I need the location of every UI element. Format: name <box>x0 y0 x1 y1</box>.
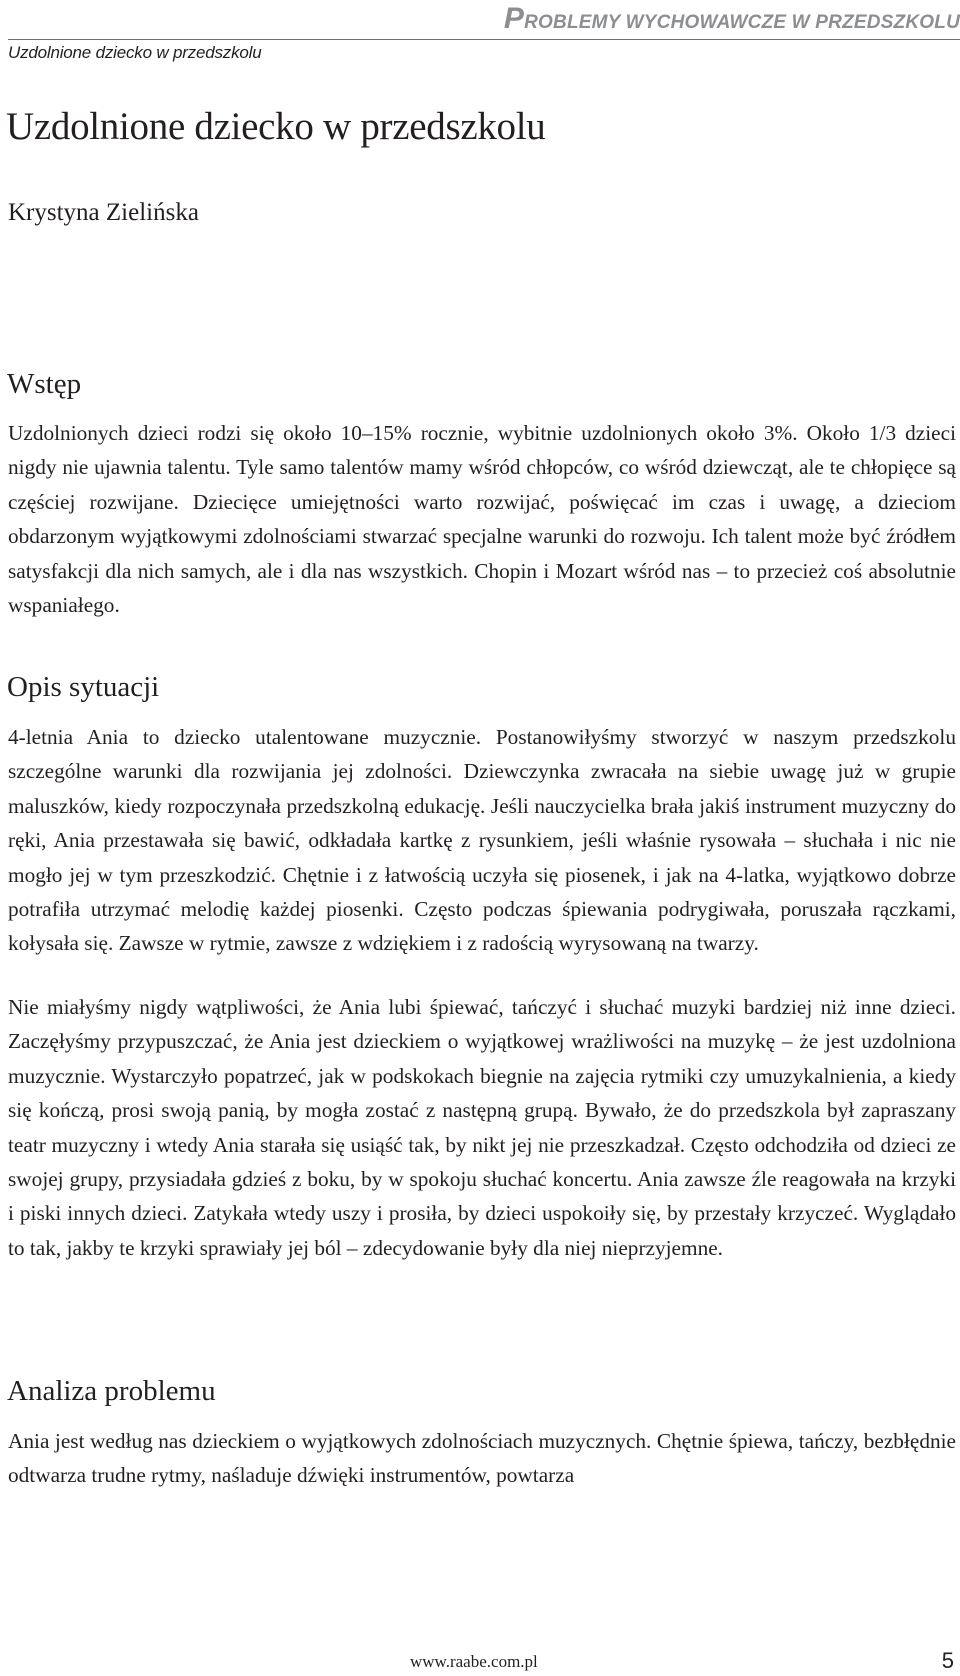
paragraph-analiza: Ania jest według nas dzieckiem o wyjątkowych zdolnościach muzycznych. Chętnie śpiewa, tańczy, bezbłędnie odtwarza trudne rytmy, naśladuje dźwięki instrumentów, powtarza <box>8 1429 956 1488</box>
header-rule <box>8 39 960 40</box>
paragraph-opis-1: 4-letnia Ania to dziecko utalentowane muzycznie. Postanowiłyśmy stworzyć w naszym przedszkolu szczególne warunki dla rozwijania jej zdolności. Dziewczynka zwracała na siebie uwagę już w grupie maluszków, kiedy rozpoczynała przedszkolną edukację. Jeśli nauczycielka brała jakiś instrument muzyczny do ręki, Ania przestawała się bawić, odkładała kartkę z rysunkiem, jeśli właśnie rysowała – słuchała i nic nie mogło jej w tym przeszkodzić. Chętnie i z łatwością uczyła się piosenek, i jak na 4-latka, wyjątkowo dobrze potrafiła utrzymać melodię każdej piosenki. Często podczas śpiewania podrygiwała, poruszała rączkami, kołysała się. Zawsze w rytmie, zawsze z wdziękiem i z radością wyrysowaną na twarzy. <box>8 725 956 956</box>
section-heading-analiza: Analiza problemu <box>7 1375 216 1407</box>
running-title: Uzdolnione dziecko w przedszkolu <box>8 43 262 62</box>
section-heading-opis-sytuacji: Opis sytuacji <box>7 671 160 703</box>
section-heading-wstep: Wstęp <box>7 368 82 400</box>
series-title <box>504 2 960 36</box>
article-title: Uzdolnione dziecko w przedszkolu <box>6 105 546 148</box>
series-title-rest: ROBLEMY WYCHOWAWCZE W PRZEDSZKOLU <box>524 12 960 33</box>
paragraph-opis-2: Nie miałyśmy nigdy wątpliwości, że Ania lubi śpiewać, tańczyć i słuchać muzyki bardziej niż inne dzieci. Zaczęłyśmy przypuszczać, że Ania jest dzieckiem o wyjątkowej wrażliwości na muzykę – że jest uzdolniona muzycznie. Wystarczyło popatrzeć, jak w podskokach biegnie na zajęcia rytmiki czy umuzykalnienia, a kiedy się kończą, prosi swoją panią, by mogła zostać z następną grupą. Bywało, że do przedszkola był zapraszany teatr muzyczny i wtedy Ania starała się usiąść tak, by nikt jej nie przeszkadzał. Często odchodziła od dzieci ze swojej grupy, przysiadała gdzieś z boku, by w spokoju słuchać koncertu. Ania zawsze źle reagowała na krzyki i piski innych dzieci. Zatykała wtedy uszy i prosiła, by dzieci uspokoiły się, by przestały krzyczeć. Wyglądało to tak, jakby te krzyki sprawiały jej ból – zdecydowanie były dla niej nieprzyjemne. <box>8 995 956 1260</box>
paragraph-wstep: Uzdolnionych dzieci rodzi się około 10–15% rocznie, wybitnie uzdolnionych około 3%. Około 1/3 dzieci nigdy nie ujawnia talentu. Tyle samo talentów mamy wśród chłopców, co wśród dziewcząt, ale te chłopięce są częściej rozwijane. Dziecięce umiejętności warto rozwijać, poświęcać im czas i uwagę, a dzieciom obdarzonym wyjątkowymi zdolnościami stwarzać specjalne warunki do rozwoju. Ich talent może być źródłem satysfakcji dla nich samych, ale i dla nas wszystkich. Chopin i Mozart wśród nas – to przecież coś absolutnie wspaniałego. <box>8 421 956 618</box>
page-number: 5 <box>941 1648 954 1673</box>
footer-url: www.raabe.com.pl <box>410 1652 538 1671</box>
article-author: Krystyna Zielińska <box>8 199 199 226</box>
series-title-initial: P <box>503 2 525 35</box>
